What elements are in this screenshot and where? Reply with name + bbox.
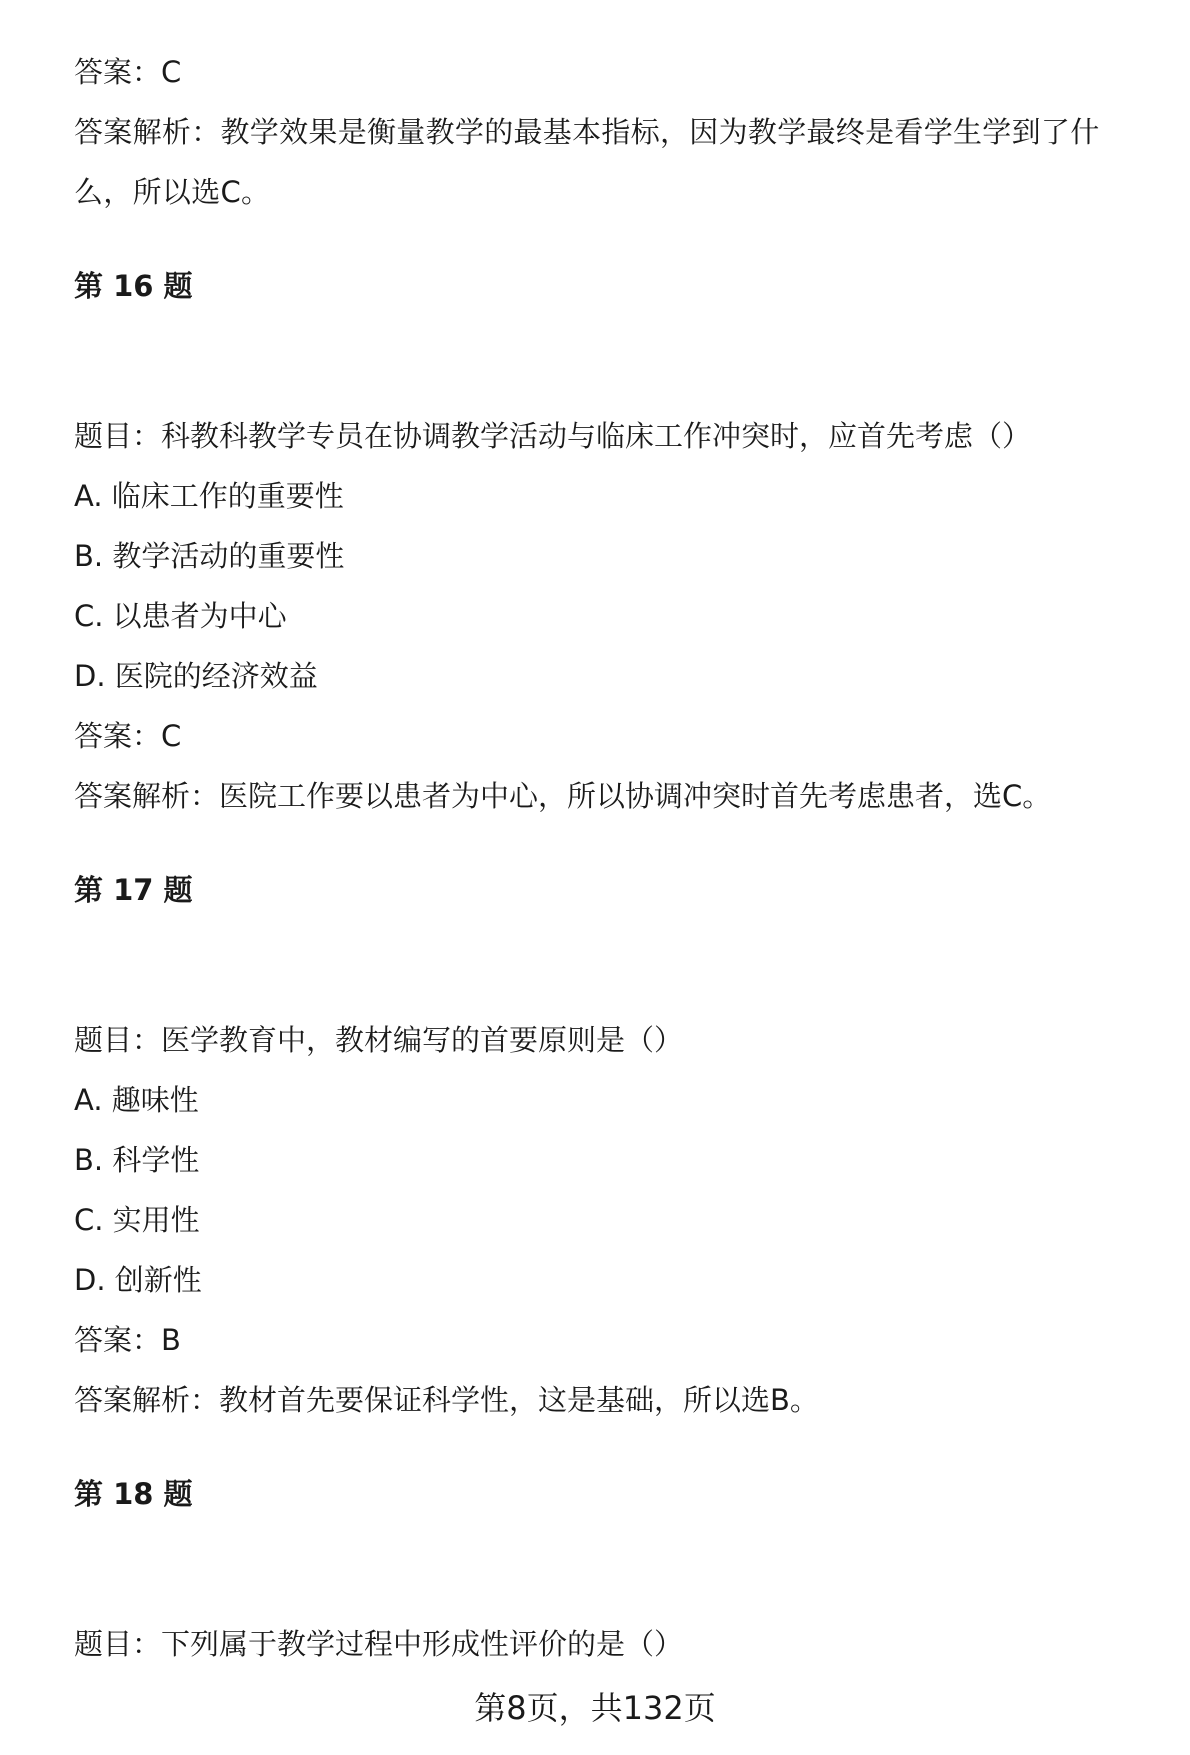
- q17-option-c: C. 实用性: [74, 1203, 200, 1237]
- q17-option-a: A. 趣味性: [74, 1083, 199, 1117]
- q16-analysis: 答案解析：医院工作要以患者为中心，所以协调冲突时首先考虑患者，选C。: [74, 779, 1052, 813]
- q17-analysis: 答案解析：教材首先要保证科学性，这是基础，所以选B。: [74, 1383, 819, 1417]
- q18-question: 题目：下列属于教学过程中形成性评价的是（）: [74, 1627, 684, 1661]
- q16-question: 题目：科教科教学专员在协调教学活动与临床工作冲突时，应首先考虑（）: [74, 419, 1032, 453]
- q15-analysis: 答案解析：教学效果是衡量教学的最基本指标，因为教学最终是看学生学到了什么，所以选C。: [74, 115, 1100, 209]
- q16-option-a: A. 临床工作的重要性: [74, 479, 344, 513]
- q17-option-b: B. 科学性: [74, 1143, 200, 1177]
- q15-answer: 答案：C: [74, 55, 182, 89]
- q16-option-c: C. 以患者为中心: [74, 599, 287, 633]
- q16-heading: 第 16 题: [74, 269, 193, 303]
- q18-heading: 第 18 题: [74, 1477, 193, 1511]
- q17-question: 题目：医学教育中，教材编写的首要原则是（）: [74, 1023, 684, 1057]
- q16-option-d: D. 医院的经济效益: [74, 659, 318, 693]
- q16-answer: 答案：C: [74, 719, 182, 753]
- q17-option-d: D. 创新性: [74, 1263, 202, 1297]
- q17-answer: 答案：B: [74, 1323, 181, 1357]
- q17-heading: 第 17 题: [74, 873, 193, 907]
- document-page: [74, 0, 1134, 1674]
- q16-option-b: B. 教学活动的重要性: [74, 539, 345, 573]
- page-number-footer: 第8页，共132页: [474, 1689, 716, 1727]
